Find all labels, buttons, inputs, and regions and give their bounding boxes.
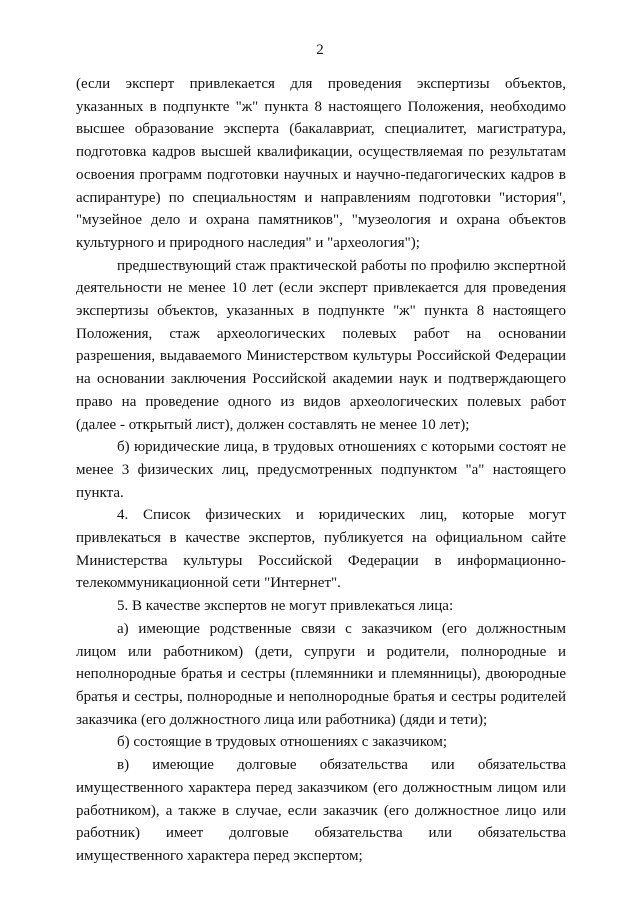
paragraph-item-5a-relatives: а) имеющие родственные связи с заказчиком (его должностным лицом или работником) (дети, супруги и родители, полнородные и неполнородные братья и сестры (племянники и племянницы), двоюродные братья и сестры, полнородные и неполнородные братья и сестры родителей заказчика (его должностного лица или работника) (дяди и тети); [76, 620, 566, 728]
paragraph-item-4-expert-list: 4. Список физических и юридических лиц, которые могут привлекаться в качестве экспертов, публикуется на официальном сайте Министерства культуры Российской Федерации в информационно-телекоммуникационной сети "Интернет". [76, 507, 566, 592]
page-number: 2 [316, 42, 324, 58]
paragraph-item-5b-employment: б) состоящие в трудовых отношениях с заказчиком; [117, 734, 448, 751]
paragraph-education-requirement: (если эксперт привлекается для проведения экспертизы объектов, указанных в подпункте "ж" пункта 8 настоящего Положения, необходимо высшее образование эксперта (бакалавриат, специалитет, магистратура, подготовка кадров высшей квалификации, осуществляемая по результатам освоения программ подготовки научных и научно-педагогических кадров в аспирантуре) по специальностям и направлениям подготовки "история", "музейное дело и охрана памятников", "музеология и охрана объектов культурного и природного наследия" и "археология"); [76, 76, 566, 251]
paragraph-work-experience: предшествующий стаж практической работы по профилю экспертной деятельности не менее 10 лет (если эксперт привлекается для проведения экспертизы объектов, указанных в подпункте "ж" пункта 8 настоящего Положения, стаж археологических полевых работ на основании разрешения, выдаваемого Министерством культуры Российской Федерации на основании заключения Российской академии наук и подтверждающего право на проведение одного из видов археологических полевых работ (далее - открытый лист), должен составлять не менее 10 лет); [76, 257, 566, 433]
paragraph-legal-entities: б) юридические лица, в трудовых отношениях с которыми состоят не менее 3 физических лиц, предусмотренных подпунктом "а" настоящего пункта. [76, 439, 566, 501]
document-body [76, 73, 566, 868]
paragraph-item-5v-obligations: в) имеющие долговые обязательства или обязательства имущественного характера перед заказчиком (его должностным лицом или работником), а также в случае, если заказчик (его должностное лицо или работник) имеет долговые обязательства или обязательства имущественного характера перед экспертом; [76, 757, 566, 864]
paragraph-item-5-heading: 5. В качестве экспертов не могут привлекаться лица: [117, 598, 454, 615]
